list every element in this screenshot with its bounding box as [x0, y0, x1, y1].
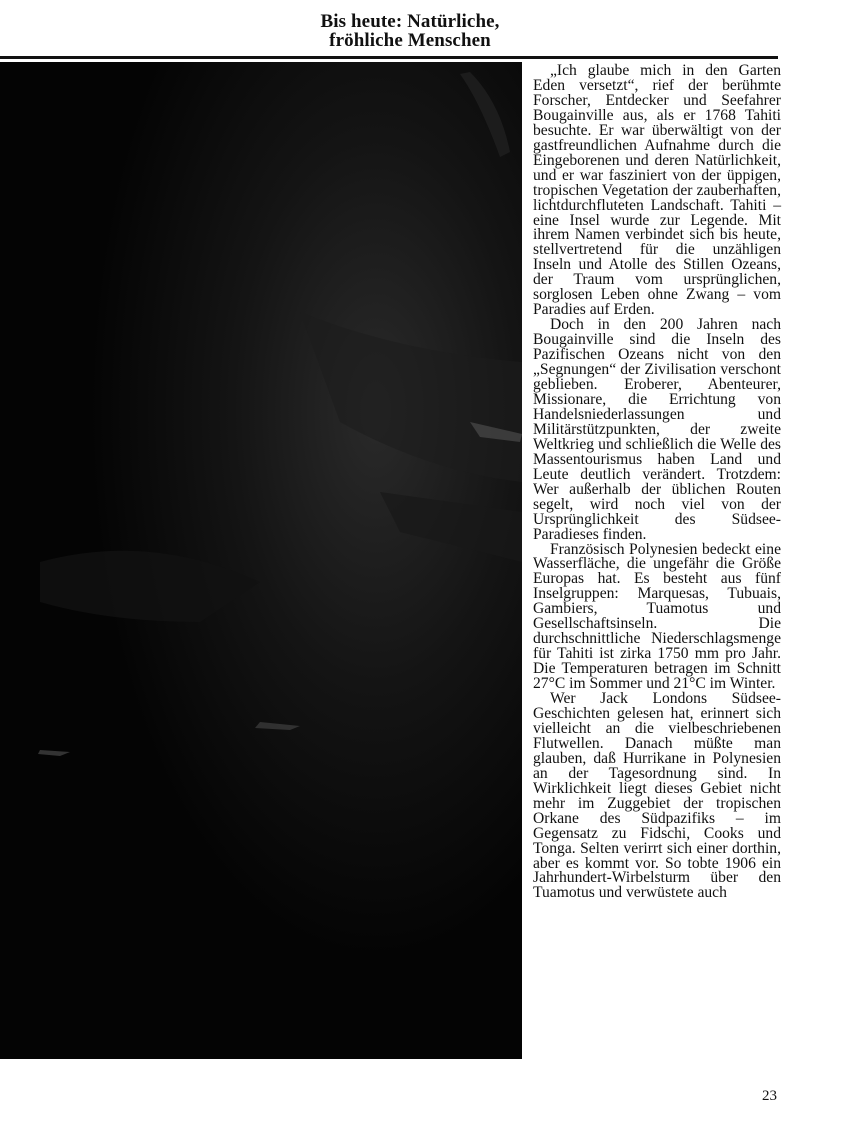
page-number: 23	[762, 1088, 777, 1104]
article-headline	[240, 12, 580, 50]
paragraph-1: „Ich glaube mich in den Garten Eden versetzt“, rief der berühmte Forscher, Entdecker und Seefahrer Bougainville aus, als er 1768 Tahiti besuchte. Er war überwältigt von der gastfreundlichen Aufnahme durch die Eingeborenen und deren Natürlichkeit, und er war fasziniert von der üppigen, tropischen Vegetation der zauberhaften, lichtdurchfluteten Landschaft. Tahiti – eine Insel wurde zur Legende. Mit ihrem Namen verbindet sich bis heute, stellvertretend für die unzähligen Inseln und Atolle des Stillen Ozeans, der Traum vom ursprünglichen, sorglosen Leben ohne Zwang – vom Paradies auf Erden.	[533, 62, 781, 319]
paragraph-4: Wer Jack Londons Südsee-Geschichten gelesen hat, erinnert sich vielleicht an die vielbeschriebenen Flutwellen. Danach müßte man glauben, daß Hurrikane in Polynesien an der Tagesordnung sind. In Wirklichkeit liegt dieses Gebiet nicht mehr im Zuggebiet der tropischen Orkane des Südpazifiks – im Gegensatz zu Fidschi, Cooks und Tonga. Selten verirrt sich einer dorthin, aber es kommt vor. So tobte 1906 ein Jahrhundert-Wirbelsturm über den Tuamotus und verwüstete auch	[533, 690, 781, 902]
article-body	[533, 64, 781, 901]
dark-ocean-photo	[0, 62, 522, 1059]
paragraph-2: Doch in den 200 Jahren nach Bougainville sind die Inseln des Pazifischen Ozeans nicht von den „Segnungen“ der Zivilisation verschont geblieben. Eroberer, Abenteurer, Missionare, die Errichtung von Handelsniederlassungen und Militärstützpunkten, der zweite Weltkrieg und schließlich die Welle des Massentourismus haben Land und Leute deutlich verändert. Trotzdem: Wer außerhalb der üblichen Routen segelt, wird noch viel von der Ursprünglichkeit des Südsee-Paradieses finden.	[533, 316, 781, 543]
paragraph-3: Französisch Polynesien bedeckt eine Wasserfläche, die ungefähr die Größe Europas hat. Es besteht aus fünf Inselgruppen: Marquesas, Tubuais, Gambiers, Tuamotus und Gesellschaftsinseln. Die durchschnittliche Niederschlagsmenge für Tahiti ist zirka 1750 mm pro Jahr. Die Temperaturen betragen im Schnitt 27°C im Sommer und 21°C im Winter.	[533, 540, 781, 693]
headline-line-1: Bis heute: Natürliche,	[320, 11, 500, 32]
headline-rule	[0, 56, 778, 59]
headline-line-2: fröhliche Menschen	[329, 30, 491, 51]
